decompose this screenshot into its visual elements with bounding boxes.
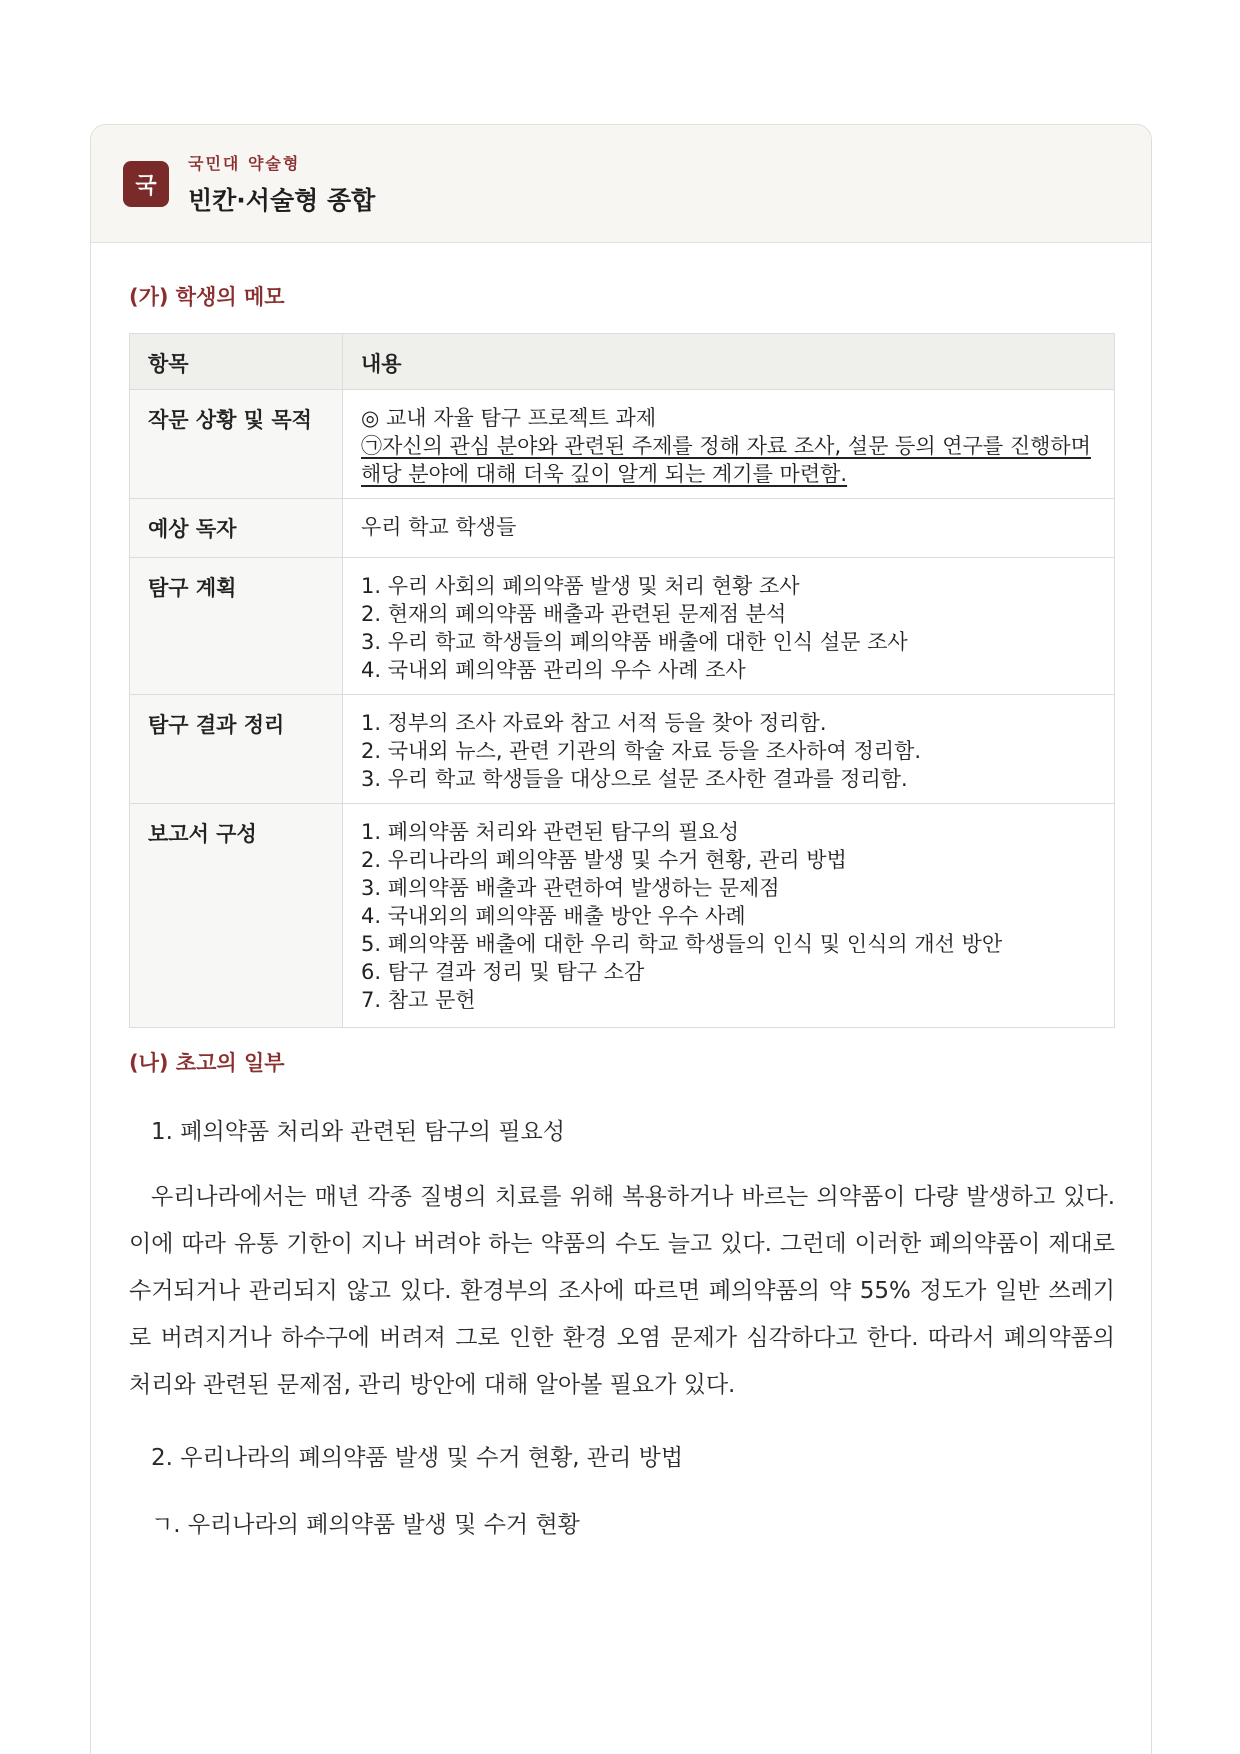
card-header — [91, 125, 1151, 243]
category-badge: 국 — [123, 161, 169, 207]
table-row — [130, 390, 1115, 499]
row-body — [343, 390, 1115, 499]
table-row — [130, 804, 1115, 1028]
section-b-label: (나) 초고의 일부 — [129, 1051, 285, 1075]
row-line: 4. 국내외 폐의약품 관리의 우수 사례 조사 — [361, 658, 746, 682]
row-body — [343, 558, 1115, 695]
row-head: 탐구 결과 정리 — [130, 695, 343, 804]
page-title: 빈칸·서술형 종합 — [188, 186, 376, 215]
student-memo-table — [129, 333, 1115, 1028]
row-head: 탐구 계획 — [130, 558, 343, 695]
section-a-label: (가) 학생의 메모 — [129, 285, 285, 309]
row-line: 3. 우리 학교 학생들의 폐의약품 배출에 대한 인식 설문 조사 — [361, 630, 908, 654]
draft-excerpt — [129, 1095, 1115, 1539]
table-row — [130, 558, 1115, 695]
row-head: 보고서 구성 — [130, 804, 343, 1028]
row-line: 우리 학교 학생들 — [361, 515, 517, 539]
row-body — [343, 695, 1115, 804]
worksheet-card — [90, 124, 1152, 1754]
row-line: 1. 폐의약품 처리와 관련된 탐구의 필요성 — [361, 820, 739, 844]
row-line: 6. 탐구 결과 정리 및 탐구 소감 — [361, 960, 645, 984]
table-header-item: 항목 — [130, 334, 343, 390]
row-body — [343, 499, 1115, 558]
row-line: 3. 폐의약품 배출과 관련하여 발생하는 문제점 — [361, 876, 780, 900]
row-line: 5. 폐의약품 배출에 대한 우리 학교 학생들의 인식 및 인식의 개선 방안 — [361, 932, 1003, 956]
table-row — [130, 499, 1115, 558]
row-line: 2. 현재의 폐의약품 배출과 관련된 문제점 분석 — [361, 602, 787, 626]
table-header-content: 내용 — [343, 334, 1115, 390]
row-line: 2. 우리나라의 폐의약품 발생 및 수거 현황, 관리 방법 — [361, 848, 847, 872]
table-row — [130, 695, 1115, 804]
row-line: 7. 참고 문헌 — [361, 988, 476, 1012]
row-head: 작문 상황 및 목적 — [130, 390, 343, 499]
row-body — [343, 804, 1115, 1028]
header-subtitle: 국민대 약술형 — [188, 154, 301, 173]
underlined-purpose: ㉠자신의 관심 분야와 관련된 주제를 정해 자료 조사, 설문 등의 연구를 진행하며 해당 분야에 대해 더욱 깊이 알게 되는 계기를 마련함. — [361, 434, 1091, 486]
row-line: ◎ 교내 자율 탐구 프로젝트 과제 — [361, 406, 657, 430]
draft-heading-3: ㄱ. 우리나라의 폐의약품 발생 및 수거 현황 — [151, 1512, 580, 1538]
draft-paragraph-1: 우리나라에서는 매년 각종 질병의 치료를 위해 복용하거나 바르는 의약품이 다량 발생하고 있다. 이에 따라 유통 기한이 지나 버려야 하는 약품의 수도 늘고 있다. 그런데 이러한 폐의약품이 제대로 수거되거나 관리되지 않고 있다. 환경부의 조사에 따르면 폐의약품의 약 55% 정도가 일반 쓰레기로 버려지거나 하수구에 버려져 그로 인한 환경 오염 문제가 심각하다고 한다. 따라서 폐의약품의 처리와 관련된 문제점, 관리 방안에 대해 알아볼 필요가 있다. — [129, 1184, 1116, 1398]
row-line: 4. 국내외의 폐의약품 배출 방안 우수 사례 — [361, 904, 746, 928]
row-line: 3. 우리 학교 학생들을 대상으로 설문 조사한 결과를 정리함. — [361, 767, 908, 791]
row-line: 1. 우리 사회의 폐의약품 발생 및 처리 현황 조사 — [361, 574, 800, 598]
table-header-row — [130, 334, 1115, 390]
draft-heading-2: 2. 우리나라의 폐의약품 발생 및 수거 현황, 관리 방법 — [151, 1445, 684, 1471]
row-head: 예상 독자 — [130, 499, 343, 558]
draft-heading-1: 1. 폐의약품 처리와 관련된 탐구의 필요성 — [151, 1119, 565, 1145]
row-line: 1. 정부의 조사 자료와 참고 서적 등을 찾아 정리함. — [361, 711, 827, 735]
row-line: 2. 국내외 뉴스, 관련 기관의 학술 자료 등을 조사하여 정리함. — [361, 739, 922, 763]
